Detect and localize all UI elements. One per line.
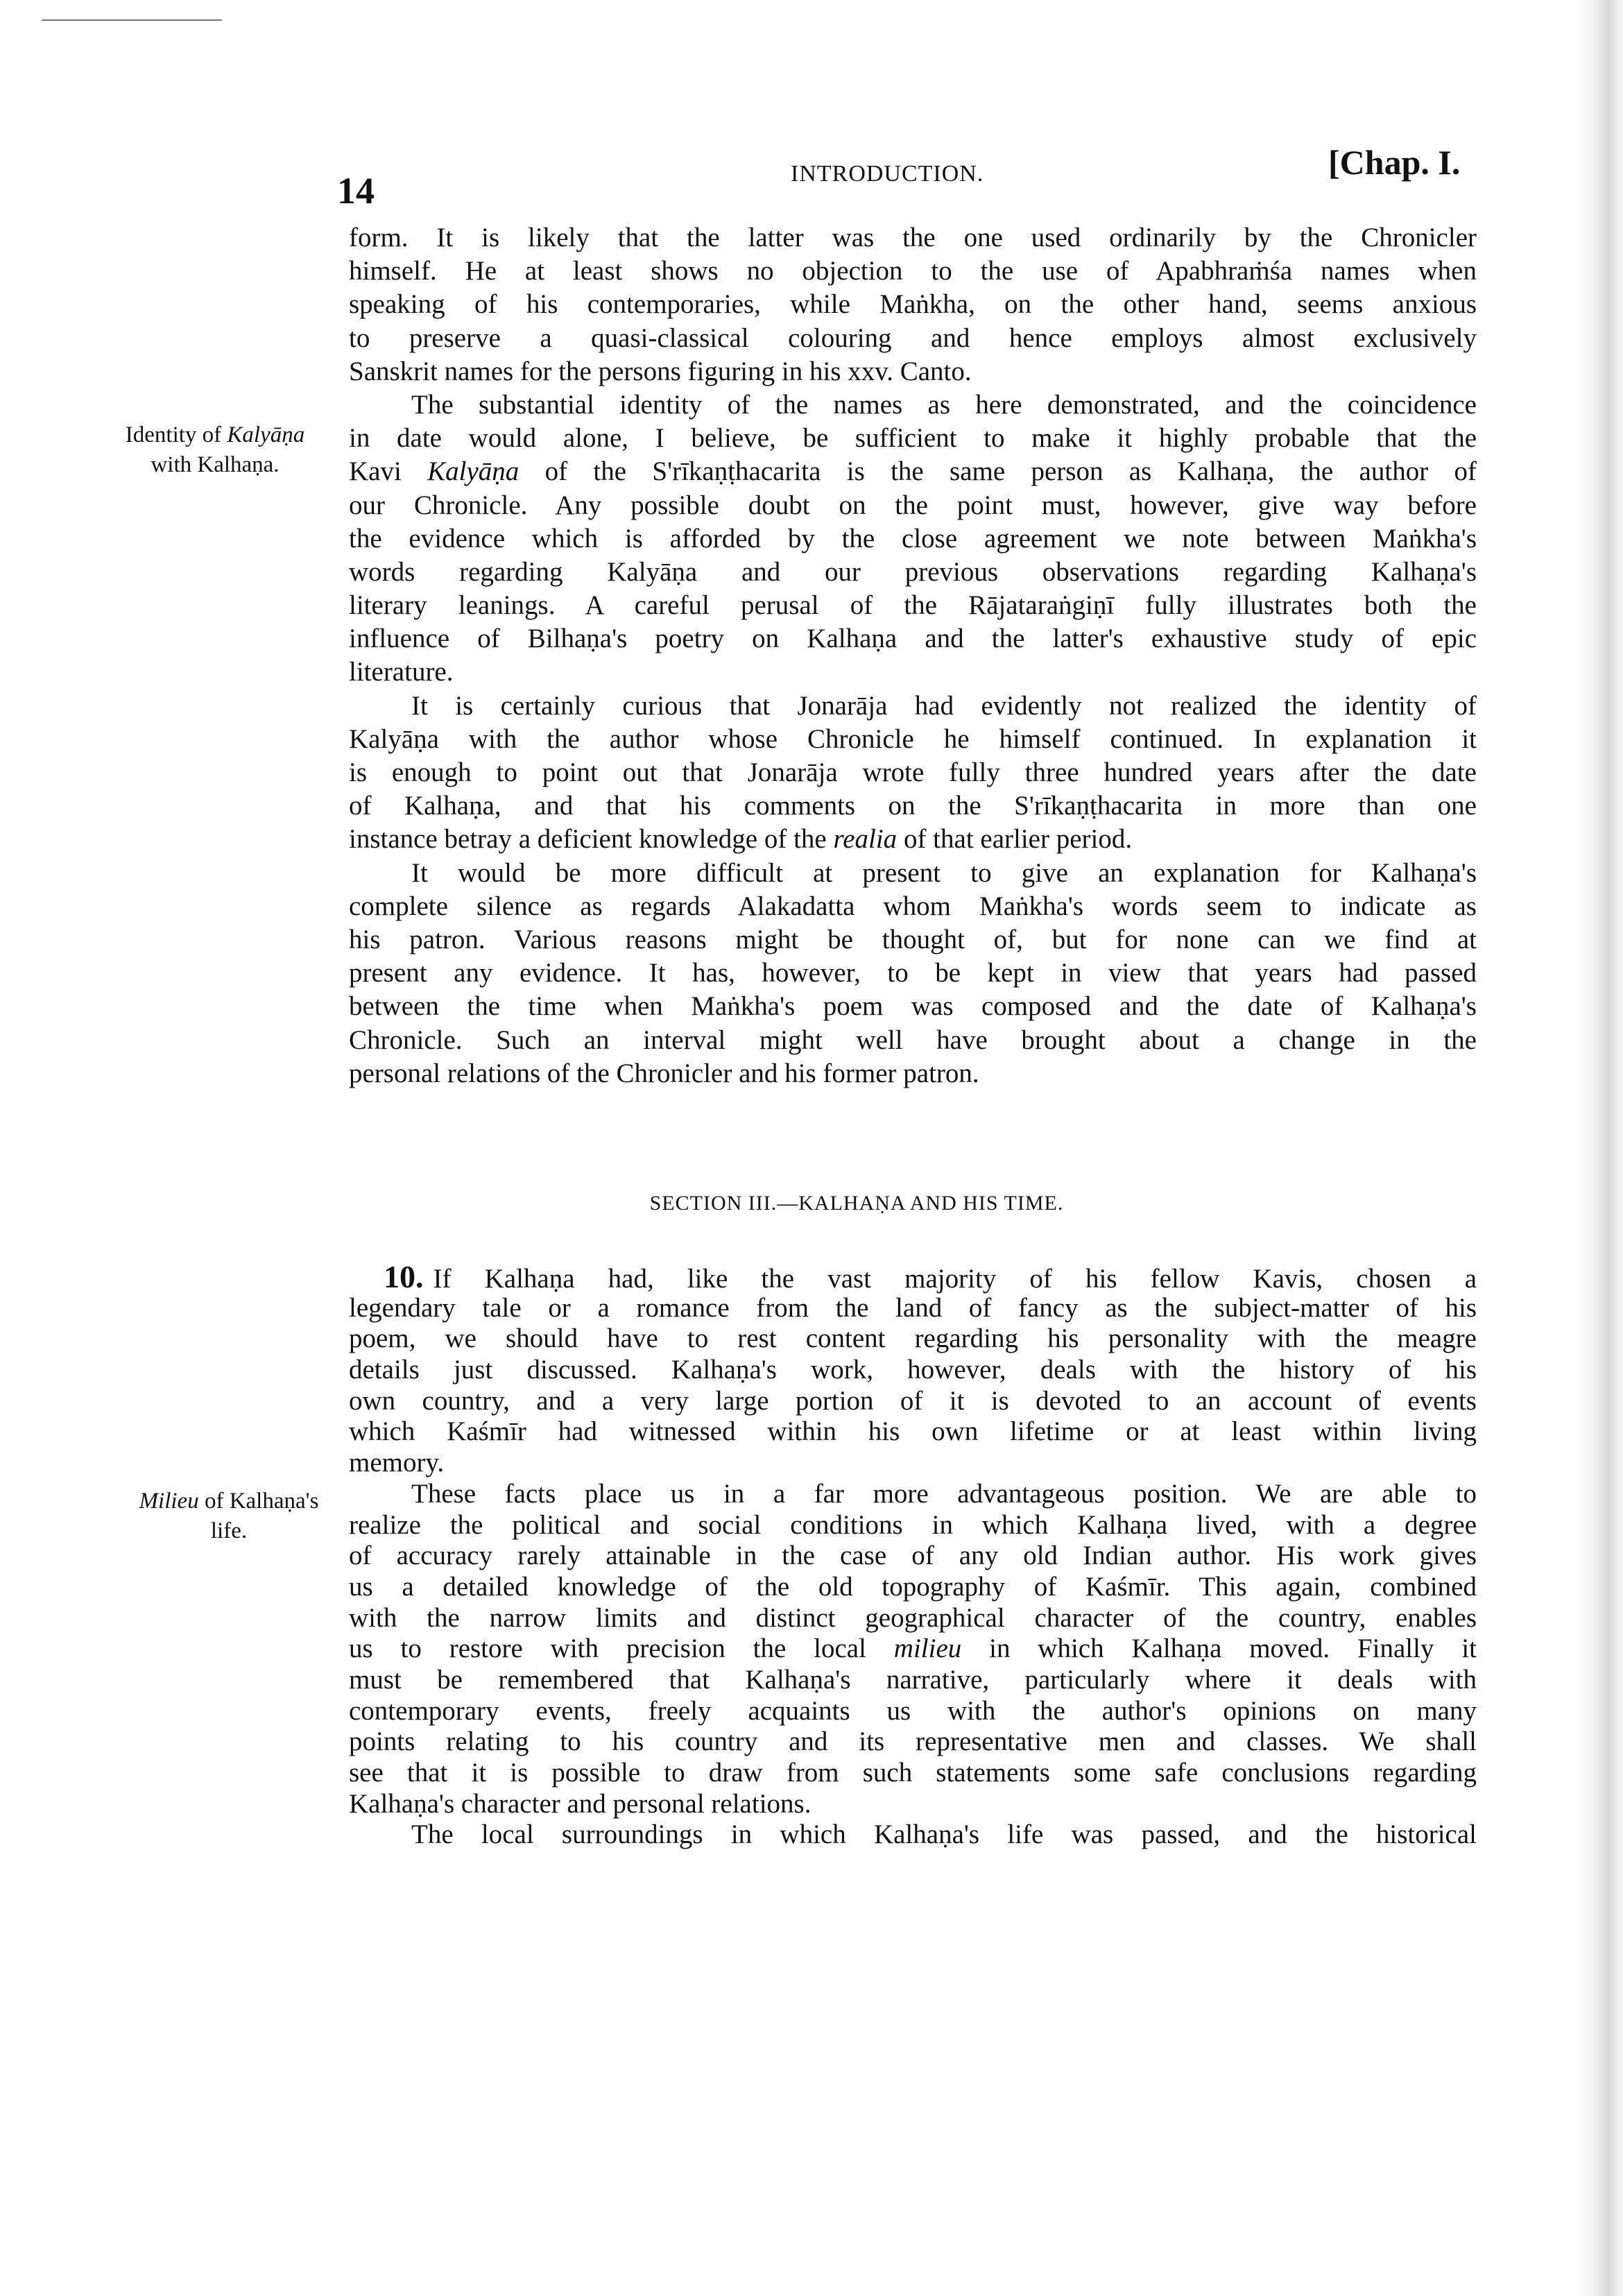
paragraph-number: 10.	[384, 1259, 424, 1294]
text-run: life.	[210, 1518, 248, 1543]
text-run: If Kalhaṇa had, like the vast majority of his fellow Kavis, chosen a	[433, 1264, 1477, 1294]
text-line: contemporary events, freely acquaints us with the author's opinions on many	[349, 1695, 1477, 1726]
scan-edge-shadow	[1574, 0, 1623, 2296]
chapter-label: [Chap. I.	[1328, 143, 1461, 182]
text-line	[349, 455, 1477, 488]
text-line: between the time when Maṅkha's poem was composed and the date of Kalhaṇa's	[349, 991, 1477, 1022]
body-text-section-2	[349, 1259, 1477, 1851]
text-line: of accuracy rarely attainable in the case of any old Indian author. His work gives	[349, 1541, 1477, 1571]
body-text-section-1	[349, 221, 1477, 1090]
text-line: with the narrow limits and distinct geographical character of the country, enables	[349, 1602, 1477, 1633]
text-line: Sanskrit names for the persons figuring in his xxv. Canto.	[349, 356, 972, 386]
text-run: us to restore with precision the local	[349, 1634, 894, 1664]
text-line: These facts place us in a far more advantageous position. We are able to	[411, 1478, 1477, 1509]
scan-top-rule	[42, 19, 222, 21]
margin-note-milieu	[111, 1487, 347, 1546]
italic-text: realia	[833, 824, 898, 855]
text-line: in date would alone, I believe, be sufficient to make it highly probable that the	[349, 423, 1477, 454]
text-line: personal relations of the Chronicler and his former patron.	[349, 1058, 979, 1088]
text-line	[349, 1259, 1477, 1294]
text-run: Kavi	[349, 456, 428, 487]
text-line: Kalhaṇa's character and personal relations.	[349, 1788, 812, 1819]
text-run: Identity of	[125, 422, 227, 447]
text-line: literature.	[349, 657, 454, 687]
text-line: realize the political and social conditions in which Kalhaṇa lived, with a degree	[349, 1509, 1477, 1540]
text-line: The local surroundings in which Kalhaṇa's life was passed, and the historical	[411, 1819, 1477, 1850]
text-line: details just discussed. Kalhaṇa's work, however, deals with the history of his	[349, 1355, 1477, 1385]
text-line: literary leanings. A careful perusal of the Rājataraṅgiṇī fully illustrates both the	[349, 590, 1477, 621]
running-title: INTRODUCTION.	[791, 161, 984, 187]
text-run: of that earlier period.	[897, 824, 1133, 855]
text-line: legendary tale or a romance from the land of fancy as the subject-matter of his	[349, 1292, 1477, 1323]
text-line: It is certainly curious that Jonarāja had evidently not realized the identity of	[411, 690, 1477, 721]
text-line: It would be more difficult at present to give an explanation for Kalhaṇa's	[411, 857, 1477, 888]
italic-text: Kalyāṇa	[227, 422, 305, 447]
text-line: Chronicle. Such an interval might well have brought about a change in the	[349, 1025, 1477, 1055]
italic-text: milieu	[893, 1634, 962, 1664]
text-run: with Kalhaṇa.	[151, 452, 280, 477]
italic-text: Milieu	[139, 1489, 199, 1514]
text-line: our Chronicle. Any possible doubt on the point must, however, give way before	[349, 490, 1477, 520]
text-line: influence of Bilhaṇa's poetry on Kalhaṇa and the latter's exhaustive study of epic	[349, 624, 1477, 654]
section-heading: SECTION III.—KALHAṆA AND HIS TIME.	[649, 1192, 1064, 1215]
text-line: is enough to point out that Jonarāja wrote fully three hundred years after the date	[349, 757, 1477, 787]
text-line: of Kalhaṇa, and that his comments on the S'rīkaṇṭhacarita in more than one	[349, 791, 1477, 821]
text-line: The substantial identity of the names as here demonstrated, and the coincidence	[411, 389, 1477, 420]
text-line: which Kaśmīr had witnessed within his own lifetime or at least within living	[349, 1416, 1477, 1447]
text-line	[349, 1634, 1477, 1665]
text-run: of Kalhaṇa's	[198, 1489, 319, 1514]
text-line: points relating to his country and its representative men and classes. We shall	[349, 1727, 1477, 1757]
text-line: memory.	[349, 1448, 445, 1478]
text-line	[349, 823, 1477, 856]
text-run: of the S'rīkaṇṭhacarita is the same person as Kalhaṇa, the author of	[519, 456, 1477, 487]
text-line: words regarding Kalyāṇa and our previous observations regarding Kalhaṇa's	[349, 556, 1477, 587]
text-line: his patron. Various reasons might be thought of, but for none can we find at	[349, 924, 1477, 954]
text-line: form. It is likely that the latter was the one used ordinarily by the Chronicler	[349, 223, 1477, 252]
text-line: must be remembered that Kalhaṇa's narrative, particularly where it deals with	[349, 1664, 1477, 1695]
margin-note-line	[97, 450, 333, 480]
page-number: 14	[337, 170, 375, 212]
text-line: Kalyāṇa with the author whose Chronicle he himself continued. In explanation it	[349, 723, 1477, 754]
margin-note-line	[111, 1487, 347, 1516]
margin-note-line	[111, 1516, 347, 1546]
text-line: himself. He at least shows no objection to the use of Apabhraṁśa names when	[349, 256, 1477, 286]
text-line: to preserve a quasi-classical colouring and hence employs almost exclusively	[349, 323, 1477, 353]
text-run: in which Kalhaṇa moved. Finally it	[961, 1634, 1477, 1664]
text-line: complete silence as regards Alakadatta whom Maṅkha's words seem to indicate as	[349, 891, 1477, 921]
text-line: the evidence which is afforded by the close agreement we note between Maṅkha's	[349, 523, 1477, 554]
text-line: see that it is possible to draw from such statements some safe conclusions regarding	[349, 1758, 1477, 1788]
text-line: us a detailed knowledge of the old topography of Kaśmīr. This again, combined	[349, 1571, 1477, 1602]
text-run: instance betray a deficient knowledge of the	[349, 824, 834, 855]
text-line: speaking of his contemporaries, while Maṅkha, on the other hand, seems anxious	[349, 289, 1477, 320]
margin-note-identity	[97, 420, 333, 480]
margin-note-line	[97, 420, 333, 450]
italic-text: Kalyāṇa	[427, 456, 519, 487]
text-line: poem, we should have to rest content regarding his personality with the meagre	[349, 1323, 1477, 1354]
text-line: present any evidence. It has, however, to be kept in view that years had passed	[349, 958, 1477, 988]
text-line: own country, and a very large portion of it is devoted to an account of events	[349, 1385, 1477, 1416]
